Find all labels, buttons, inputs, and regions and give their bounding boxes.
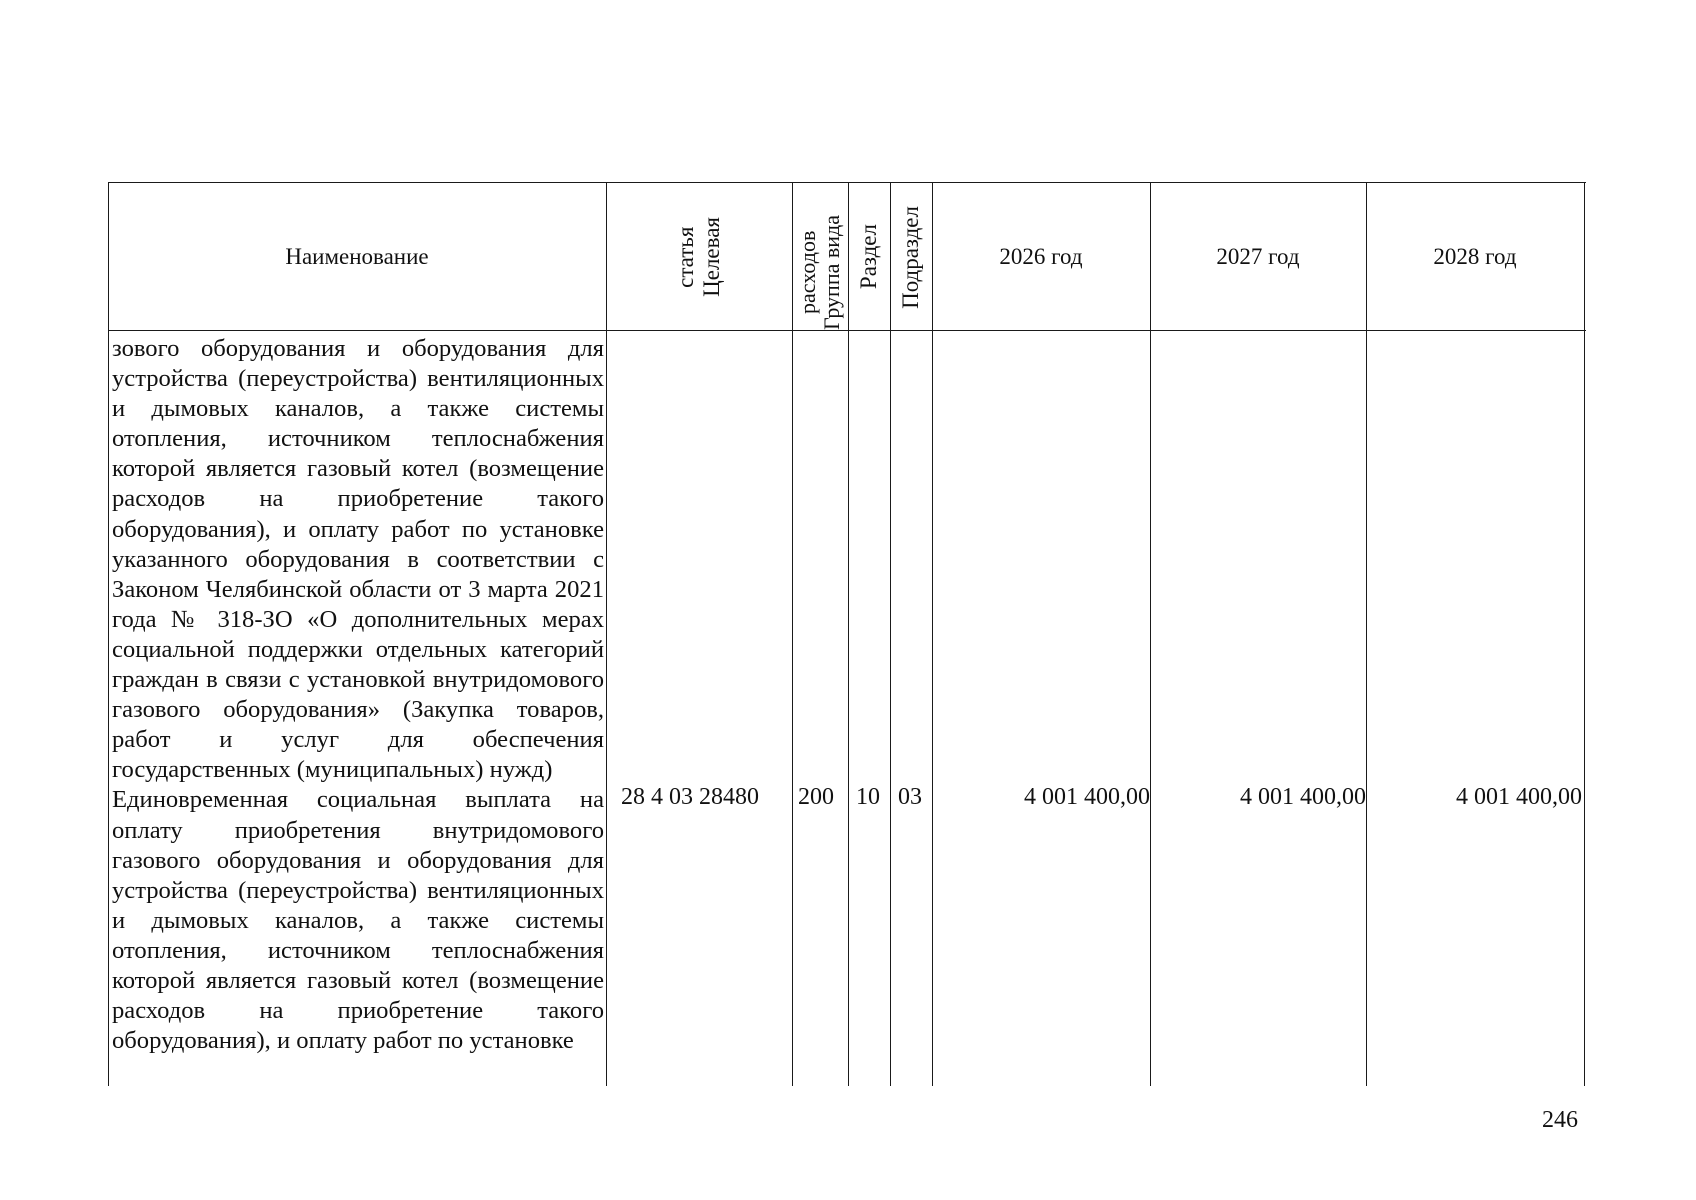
header-expense-group-line1: Группа вида — [819, 215, 844, 330]
budget-table — [108, 182, 1586, 1086]
header-target-article-line1: Целевая — [699, 217, 724, 297]
row-amount-2027: 4 001 400,00 — [1240, 784, 1366, 810]
header-year-2027-label: 2027 год — [1216, 244, 1300, 269]
row-target-article: 28 4 03 28480 — [621, 784, 759, 810]
header-target-article-line2: статья — [673, 226, 698, 288]
header-year-2028 — [1366, 182, 1584, 332]
header-name — [108, 182, 606, 332]
row-amount-2028: 4 001 400,00 — [1456, 784, 1582, 810]
header-subsection — [890, 182, 932, 332]
row-expense-group: 200 — [798, 784, 834, 810]
header-target-article — [606, 182, 792, 332]
header-year-2026-label: 2026 год — [999, 244, 1083, 269]
header-section — [848, 182, 890, 332]
row-amount-2026: 4 001 400,00 — [1024, 784, 1150, 810]
row-name-cell — [112, 334, 604, 1056]
col-border-8 — [1584, 182, 1585, 1086]
row-section: 10 — [856, 784, 880, 810]
header-expense-group-line2: расходов — [795, 230, 820, 315]
header-year-2028-label: 2028 год — [1433, 244, 1517, 269]
header-year-2027 — [1150, 182, 1366, 332]
header-subsection-label: Подраздел — [898, 205, 923, 309]
header-section-label: Раздел — [856, 224, 881, 290]
row-name-part2: Единовременная социальная выплата на оплату приобретения внутридомового газового оборудования и оборудования для устройства (переустройства) вентиляционных и дымовых каналов, а также системы отопления, источником теплоснабжения которой является газовый котел (возмещение расходов на приобретение такого оборудования), и оплату работ по установке — [112, 786, 604, 1055]
header-name-label: Наименование — [285, 244, 429, 269]
row-name-part1: зового оборудования и оборудования для устройства (переустройства) вентиляционных и дымовых каналов, а также системы отопления, источником теплоснабжения которой является газовый котел (возмещение расходов на приобретение такого оборудования), и оплату работ по установке указанного оборудования в соответствии с Законом Челябинской области от 3 марта 2021 года № 318-ЗО «О дополнительных мерах социальной поддержки отдельных категорий граждан в связи с установкой внутридомового газового оборудования» (Закупка товаров, работ и услуг для обеспечения государственных (муниципальных) нужд) — [112, 335, 604, 784]
header-expense-group — [792, 182, 848, 332]
header-year-2026 — [932, 182, 1150, 332]
row-subsection: 03 — [898, 784, 922, 810]
page-number: 246 — [1542, 1107, 1578, 1133]
